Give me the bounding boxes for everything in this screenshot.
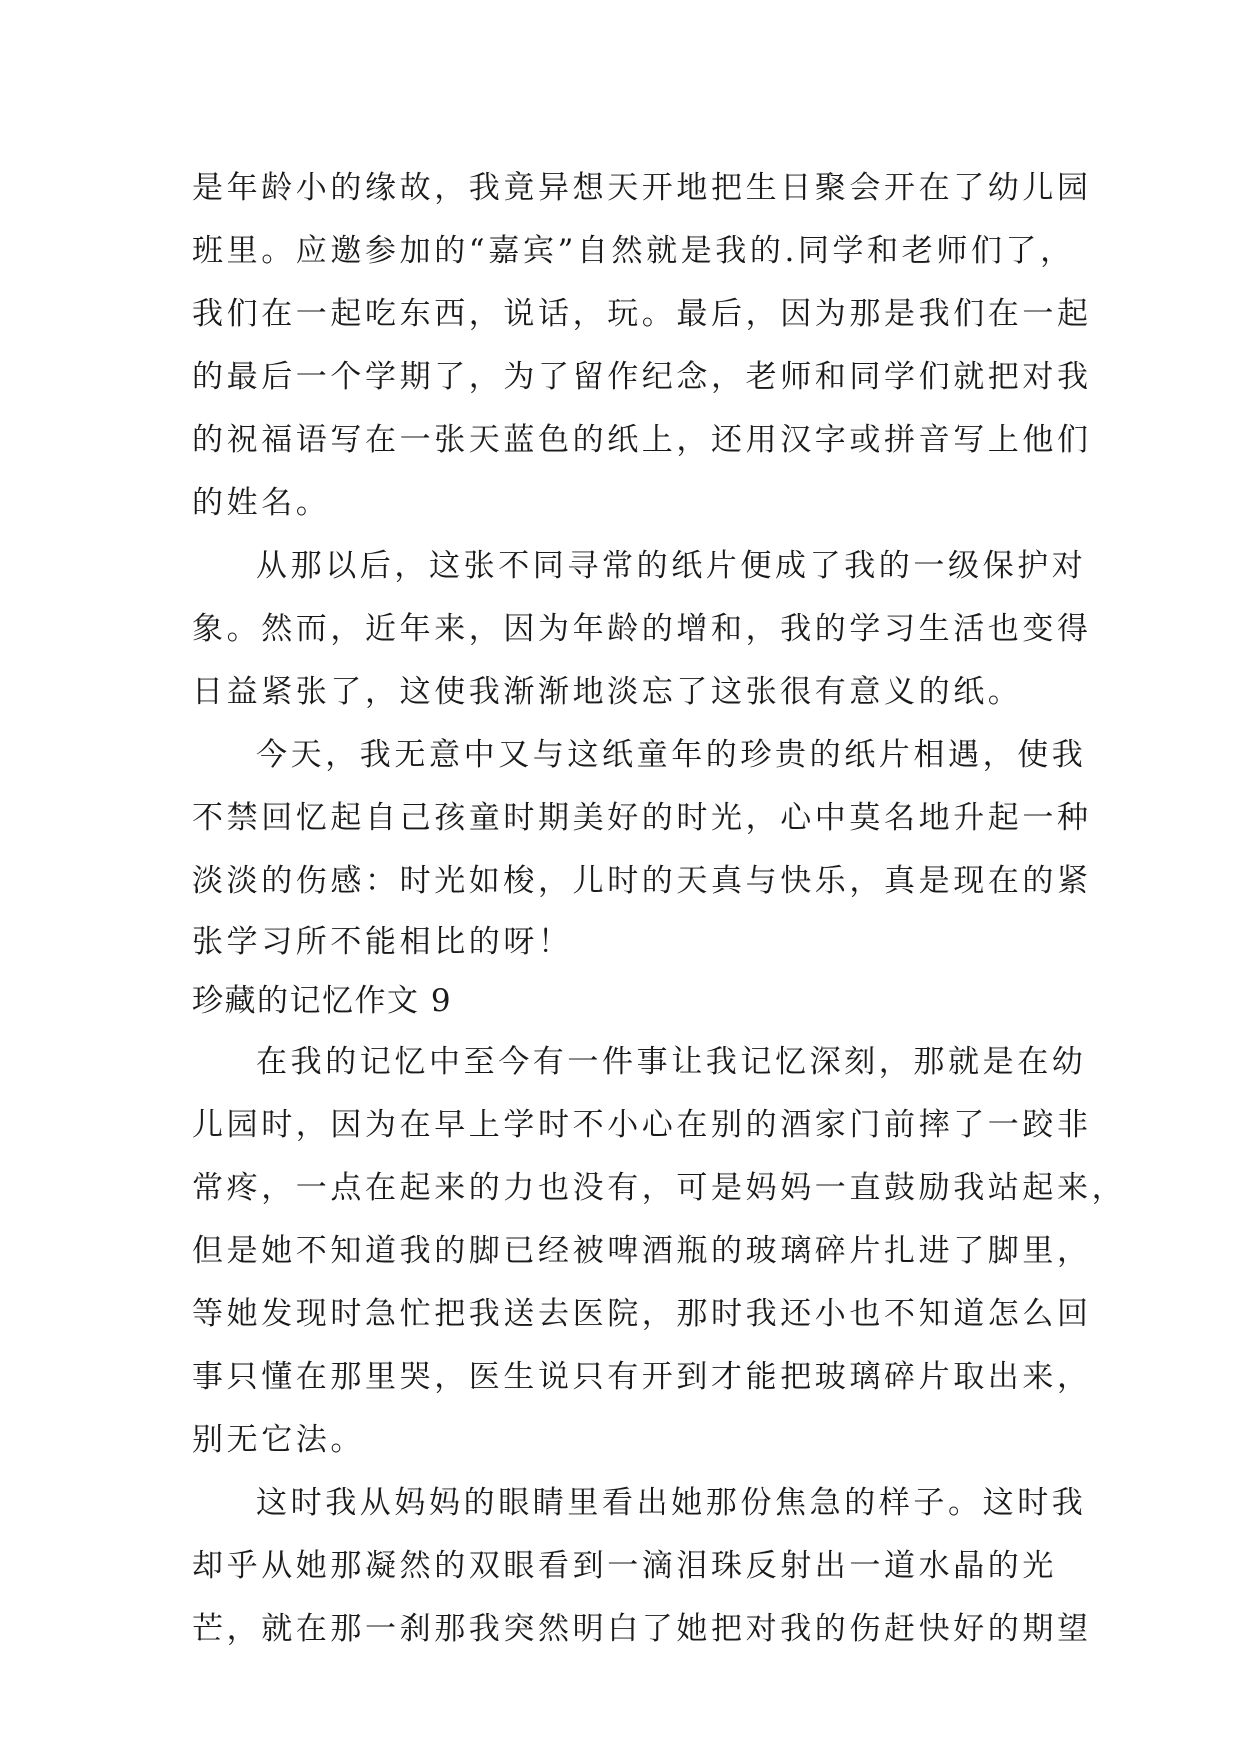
text-line: 我们在一起吃东西，说话，玩。最后，因为那是我们在一起 [192, 296, 1092, 332]
section-heading: 珍藏的记忆作文 9 [192, 983, 453, 1019]
paragraph-mothers-eyes [192, 1472, 1092, 1661]
text-line: 却乎从她那凝然的双眼看到一滴泪珠反射出一道水晶的光 [192, 1548, 1057, 1584]
paragraph-protected-paper [192, 535, 1092, 724]
text-line: 常疼，一点在起来的力也没有，可是妈妈一直鼓励我站起来， [192, 1170, 1127, 1206]
text-line: 儿园时，因为在早上学时不小心在别的酒家门前摔了一跤非 [192, 1107, 1092, 1143]
text-line: 从那以后，这张不同寻常的纸片便成了我的一级保护对 [256, 548, 1087, 584]
paragraph-kindergarten-injury [192, 1031, 1127, 1472]
text-line: 这时我从妈妈的眼睛里看出她那份焦急的样子。这时我 [256, 1485, 1087, 1521]
text-line: 日益紧张了，这使我渐渐地淡忘了这张很有意义的纸。 [192, 674, 1023, 710]
paragraph-birthday-party [192, 157, 1092, 535]
text-line: 在我的记忆中至今有一件事让我记忆深刻，那就是在幼 [256, 1044, 1087, 1080]
text-line: 淡淡的伤感：时光如梭，儿时的天真与快乐，真是现在的紧 [192, 863, 1092, 899]
text-line: 的姓名。 [192, 485, 331, 521]
text-line: 芒，就在那一刹那我突然明白了她把对我的伤赶快好的期望 [192, 1611, 1092, 1647]
text-line: 的最后一个学期了，为了留作纪念，老师和同学们就把对我 [192, 359, 1092, 395]
text-line: 班里。应邀参加的“嘉宾”自然就是我的.同学和老师们了， [192, 233, 1075, 269]
text-line: 等她发现时急忙把我送去医院，那时我还小也不知道怎么回 [192, 1296, 1092, 1332]
text-line: 今天，我无意中又与这纸童年的珍贵的纸片相遇，使我 [256, 737, 1087, 773]
text-line: 张学习所不能相比的呀！ [192, 924, 573, 960]
document-body [192, 157, 1127, 1661]
text-line: 是年龄小的缘故，我竟异想天开地把生日聚会开在了幼儿园 [192, 170, 1092, 206]
paragraph-rediscovery [192, 724, 1092, 971]
text-line: 事只懂在那里哭，医生说只有开到才能把玻璃碎片取出来， [192, 1359, 1092, 1395]
text-line: 但是她不知道我的脚已经被啤酒瓶的玻璃碎片扎进了脚里， [192, 1233, 1092, 1269]
text-line: 不禁回忆起自己孩童时期美好的时光，心中莫名地升起一种 [192, 800, 1092, 836]
text-line: 象。然而，近年来，因为年龄的增和，我的学习生活也变得 [192, 611, 1092, 647]
text-line: 别无它法。 [192, 1422, 365, 1458]
text-line: 的祝福语写在一张天蓝色的纸上，还用汉字或拼音写上他们 [192, 422, 1092, 458]
